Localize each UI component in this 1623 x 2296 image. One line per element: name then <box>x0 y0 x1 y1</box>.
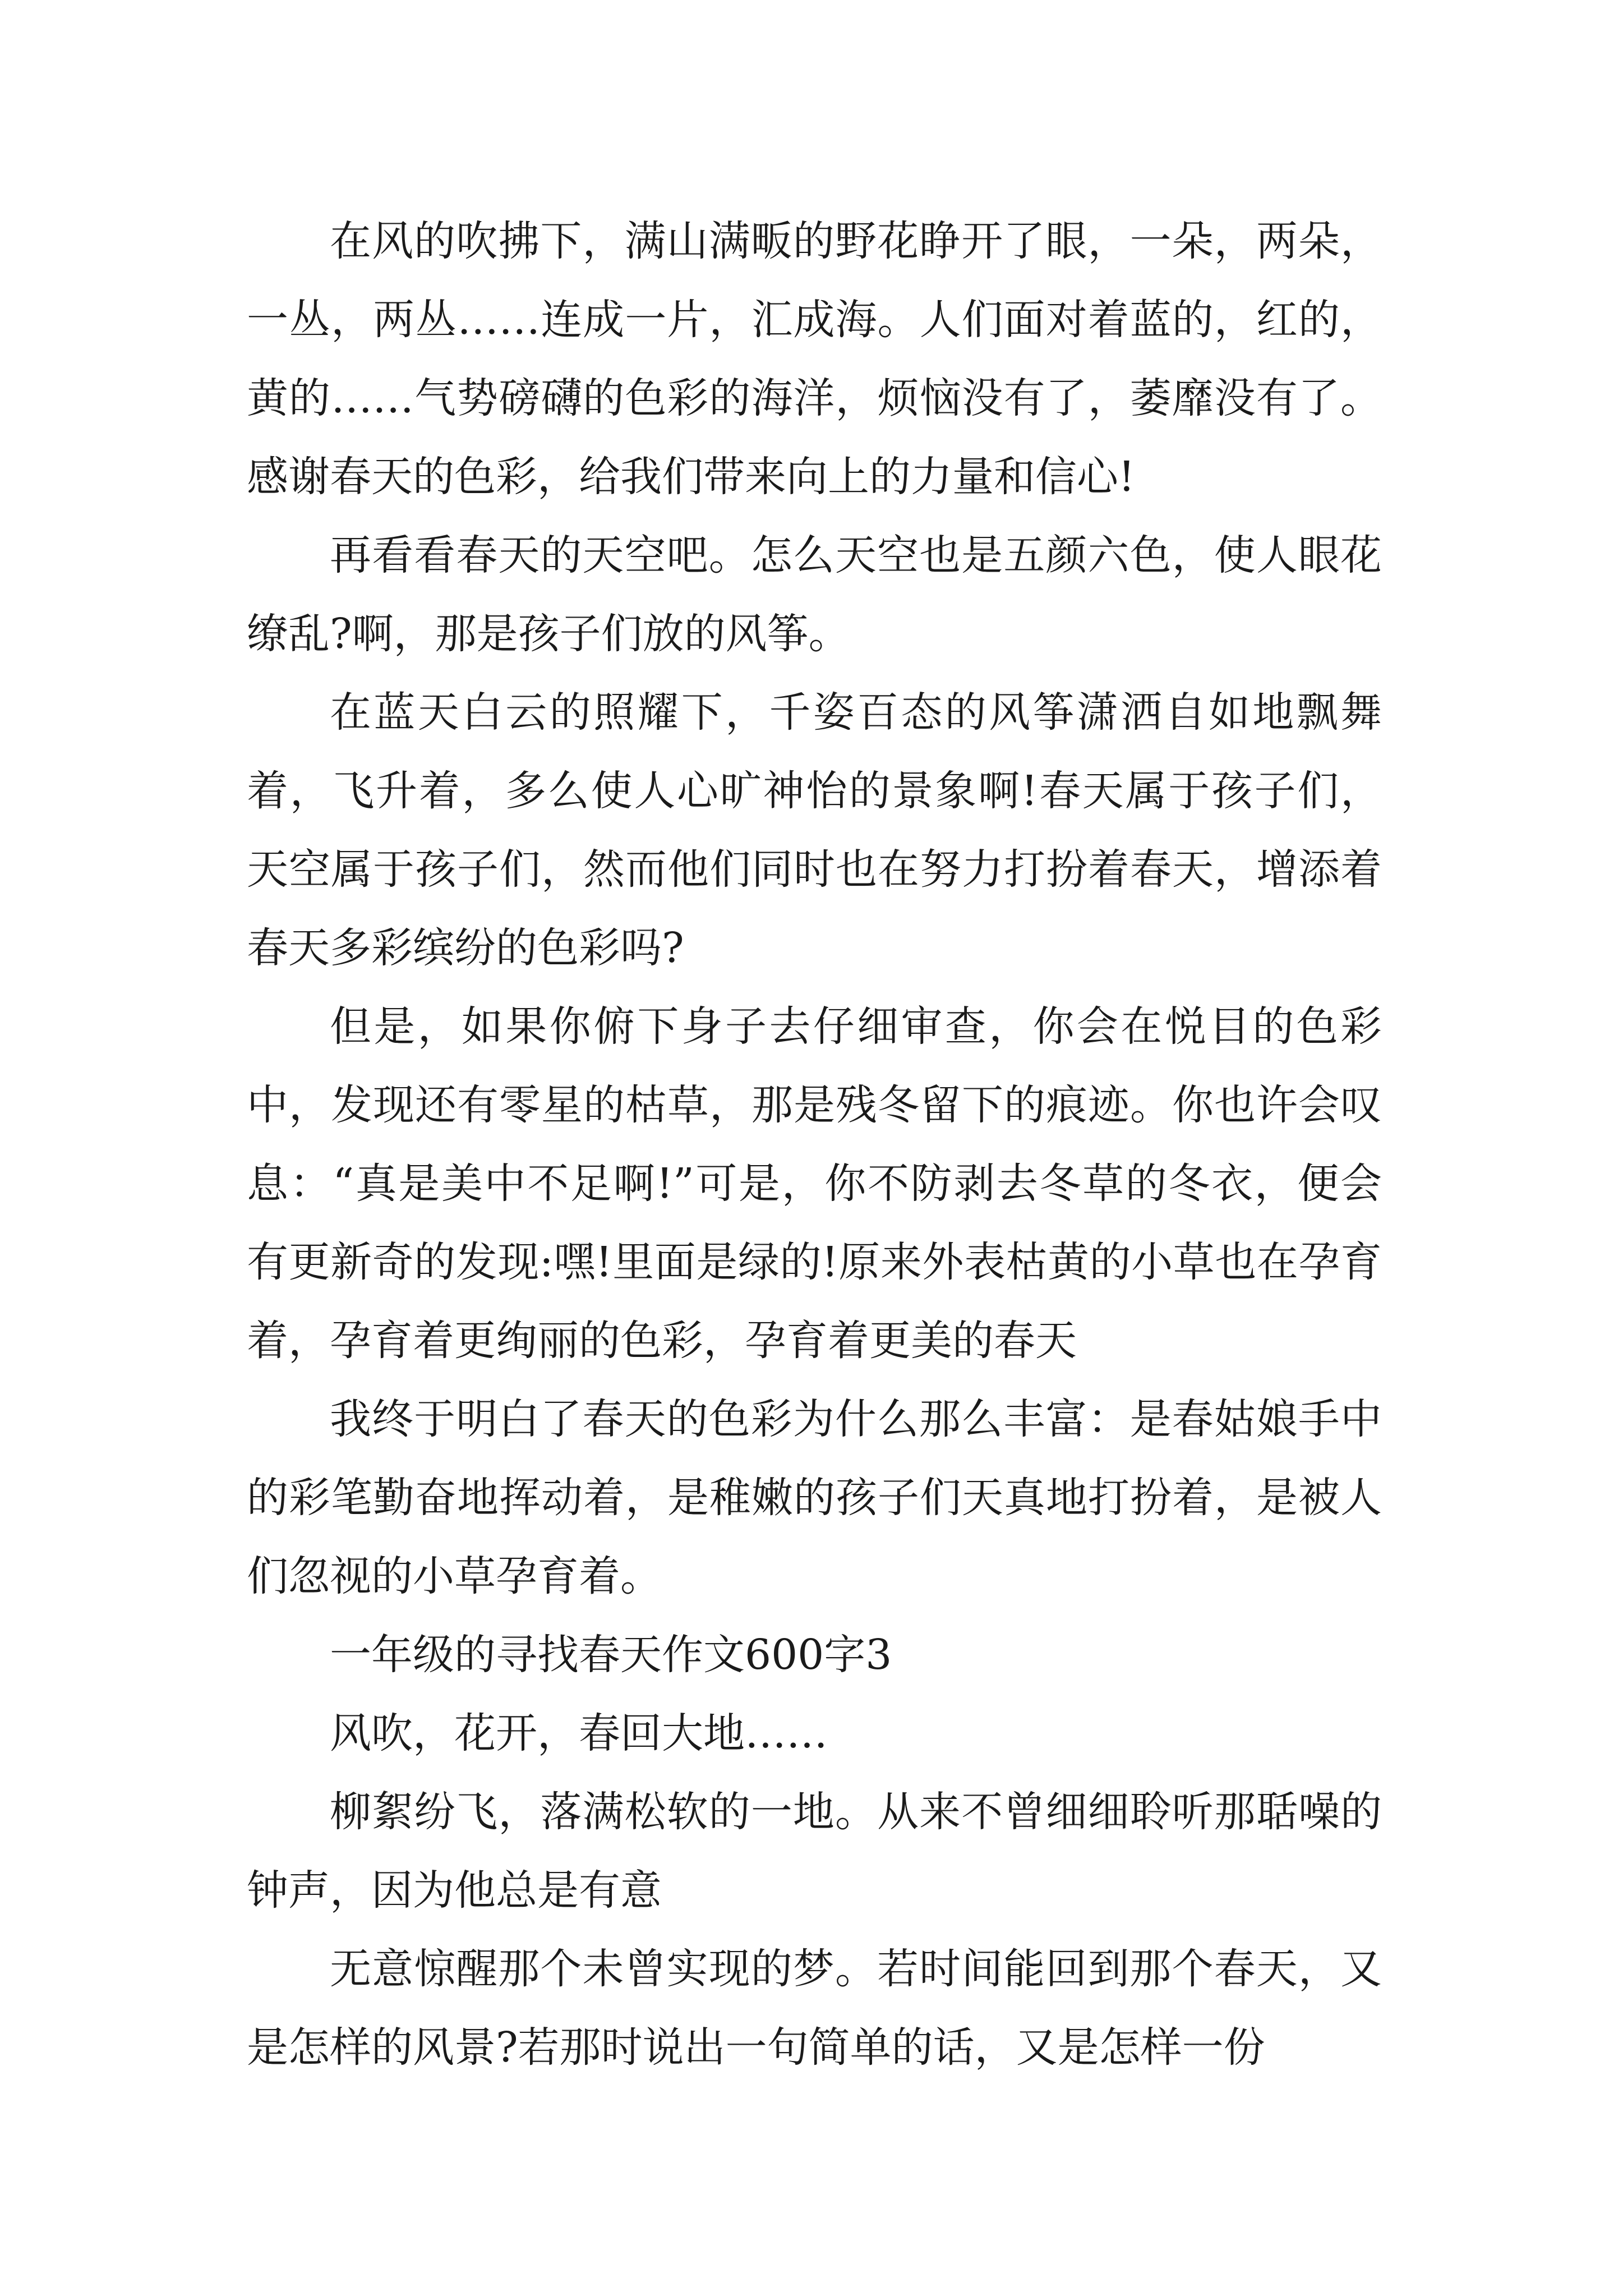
paragraph-wind: 风吹，花开，春回大地…… <box>330 1709 828 1757</box>
paragraph-grass: 但是，如果你俯下身子去仔细审查，你会在悦目的色彩中，发现还有零星的枯草，那是残冬留下的痕迹。你也许会叹息：“真是美中不足啊!”可是，你不防剥去冬草的冬衣，便会有更新奇的发现:嘿!里面是绿的!原来外表枯黄的小草也在孕育着，孕育着更绚丽的色彩，孕育着更美的春天 <box>247 1002 1382 1365</box>
paragraph-conclusion: 我终于明白了春天的色彩为什么那么丰富：是春姑娘手中的彩笔勤奋地挥动着，是稚嫩的孩子们天真地打扮着，是被人们忽视的小草孕育着。 <box>247 1395 1382 1600</box>
article-body <box>247 202 1382 2087</box>
paragraph-willow: 柳絮纷飞，落满松软的一地。从来不曾细细聆听那聒噪的钟声，因为他总是有意 <box>247 1788 1382 1915</box>
paragraph-flowers: 在风的吹拂下，满山满畈的野花睁开了眼，一朵，两朵，一丛，两丛……连成一片，汇成海。人们面对着蓝的，红的，黄的……气势磅礴的色彩的海洋，烦恼没有了，萎靡没有了。感谢春天的色彩，给我们带来向上的力量和信心! <box>247 217 1382 501</box>
paragraph-dream: 无意惊醒那个未曾实现的梦。若时间能回到那个春天，又是怎样的风景?若那时说出一句简单的话，又是怎样一份 <box>247 1945 1382 2072</box>
paragraph-kites: 在蓝天白云的照耀下，千姿百态的风筝潇洒自如地飘舞着，飞升着，多么使人心旷神怡的景象啊!春天属于孩子们，天空属于孩子们，然而他们同时也在努力打扮着春天，增添着春天多彩缤纷的色彩吗? <box>247 688 1382 972</box>
section-heading: 一年级的寻找春天作文600字3 <box>330 1631 892 1679</box>
paragraph-sky: 再看看春天的天空吧。怎么天空也是五颜六色，使人眼花缭乱?啊，那是孩子们放的风筝。 <box>247 531 1382 658</box>
